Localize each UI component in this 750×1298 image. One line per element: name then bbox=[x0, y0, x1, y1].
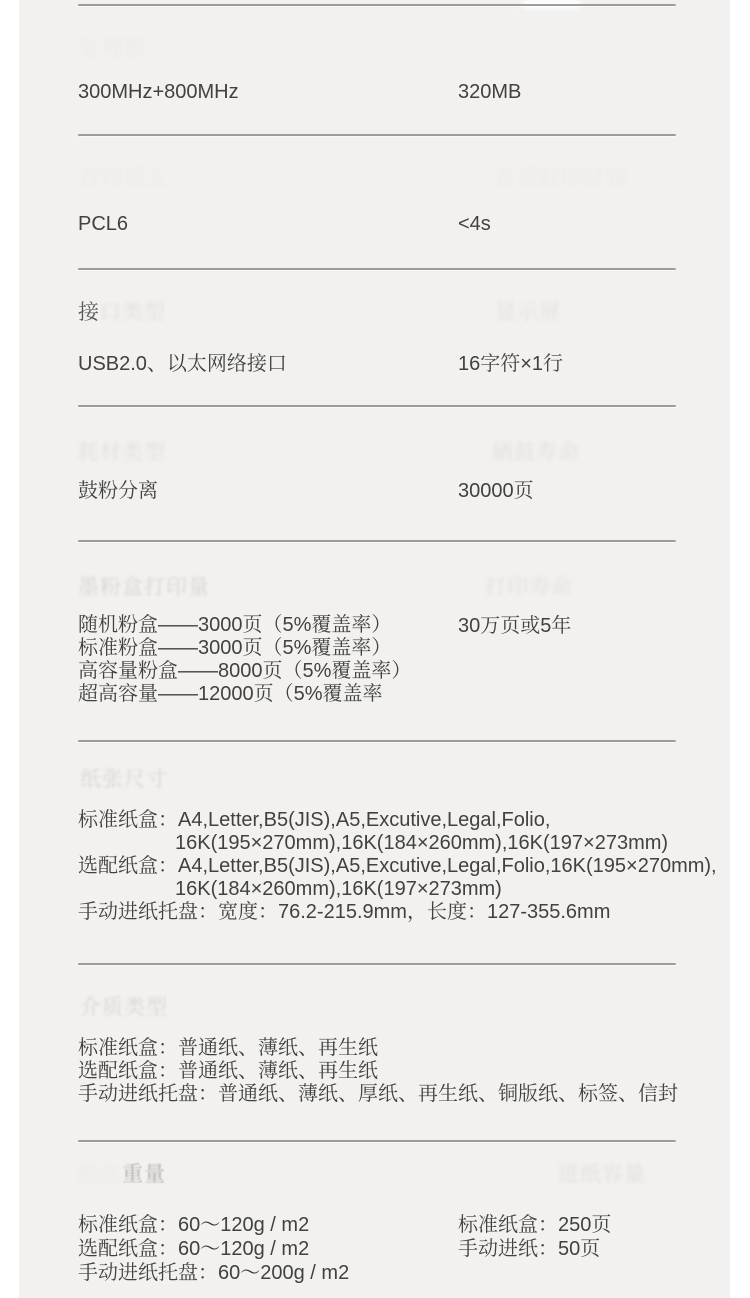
spec-value-first-page-time: <4s bbox=[458, 213, 491, 235]
spec-value-display: 16字符×1行 bbox=[458, 353, 564, 375]
spec-value-processor: 300MHz+800MHz bbox=[78, 81, 239, 103]
paper-size-line: 标准纸盒：A4,Letter,B5(JIS),A5,Excutive,Legal,Folio, bbox=[78, 809, 551, 831]
ghost-label-paper-size: 纸张尺寸 bbox=[80, 768, 168, 791]
ghost-label-consumable-type: 耗材类型 bbox=[78, 441, 166, 464]
divider bbox=[78, 1140, 676, 1142]
media-type-line: 手动进纸托盘：普通纸、薄纸、厚纸、再生纸、铜版纸、标签、信封 bbox=[78, 1083, 678, 1105]
media-type-line: 标准纸盒：普通纸、薄纸、再生纸 bbox=[78, 1037, 378, 1059]
label-interface-type bbox=[78, 300, 166, 325]
spec-value-interface: USB2.0、以太网络接口 bbox=[78, 353, 287, 375]
paper-weight-line: 标准纸盒：60～120g / m2 bbox=[78, 1214, 310, 1236]
ghost-label-toner-yield: 墨粉盒打印量 bbox=[78, 576, 210, 599]
divider bbox=[78, 963, 676, 965]
feed-capacity-lines bbox=[458, 1213, 611, 1261]
paper-size-line: 16K(184×260mm),16K(197×273mm) bbox=[175, 878, 502, 900]
toner-yield-line: 随机粉盒——3000页（5%覆盖率） bbox=[78, 614, 392, 636]
ghost-label-drum-life: 硒鼓寿命 bbox=[492, 441, 580, 464]
toner-yield-line: 高容量粉盒——8000页（5%覆盖率） bbox=[78, 660, 412, 682]
divider bbox=[78, 405, 676, 407]
toner-yield-line: 超高容量——12000页（5%覆盖率 bbox=[78, 683, 383, 705]
label-paper-weight bbox=[78, 1162, 166, 1187]
spec-value-memory: 320MB bbox=[458, 81, 522, 103]
divider bbox=[78, 4, 676, 6]
spec-value-consumable-type: 鼓粉分离 bbox=[78, 480, 158, 502]
ghost-label-printer-life: 打印寿命 bbox=[485, 576, 573, 599]
paper-weight-line: 选配纸盒：60～120g / m2 bbox=[78, 1238, 310, 1260]
divider bbox=[78, 268, 676, 270]
label-interface-faint-part: 口类型 bbox=[100, 301, 166, 324]
divider bbox=[78, 134, 676, 136]
spec-value-printer-life: 30万页或5年 bbox=[458, 615, 572, 637]
media-type-line: 选配纸盒：普通纸、薄纸、再生纸 bbox=[78, 1060, 378, 1082]
paper-size-line: 手动进纸托盘：宽度：76.2-215.9mm，长度：127-355.6mm bbox=[78, 901, 611, 923]
label-interface-visible-char: 接 bbox=[78, 301, 100, 324]
ghost-label-print-language: 打印语言 bbox=[80, 167, 168, 190]
toner-yield-lines bbox=[78, 614, 411, 706]
feed-capacity-line: 手动进纸：50页 bbox=[458, 1238, 601, 1260]
paper-size-line: 16K(195×270mm),16K(184×260mm),16K(197×273mm) bbox=[175, 832, 669, 854]
label-paper-weight-faint-part: 纸张 bbox=[78, 1163, 122, 1186]
paper-size-line: 选配纸盒：A4,Letter,B5(JIS),A5,Excutive,Legal,Folio,16K(195×270mm), bbox=[78, 855, 717, 877]
paper-size-lines bbox=[78, 809, 717, 924]
ghost-label-processor: 处理器 bbox=[80, 37, 146, 60]
spec-value-print-language: PCL6 bbox=[78, 213, 129, 235]
spec-value-drum-life: 30000页 bbox=[458, 480, 534, 502]
media-type-lines bbox=[78, 1037, 678, 1106]
paper-weight-lines bbox=[78, 1213, 349, 1285]
divider bbox=[78, 540, 676, 542]
ghost-label-media-type: 介质类型 bbox=[80, 996, 168, 1019]
divider bbox=[78, 740, 676, 742]
label-paper-weight-visible-part: 重量 bbox=[122, 1163, 166, 1186]
ghost-label-display: 显示屏 bbox=[495, 301, 561, 324]
ghost-label-first-page-time: 首页打印时间 bbox=[495, 167, 627, 190]
feed-capacity-line: 标准纸盒：250页 bbox=[458, 1214, 612, 1236]
paper-weight-line: 手动进纸托盘：60～200g / m2 bbox=[78, 1262, 350, 1284]
ghost-label-feed-capacity: 进纸容量 bbox=[558, 1163, 646, 1186]
toner-yield-line: 标准粉盒——3000页（5%覆盖率） bbox=[78, 637, 392, 659]
